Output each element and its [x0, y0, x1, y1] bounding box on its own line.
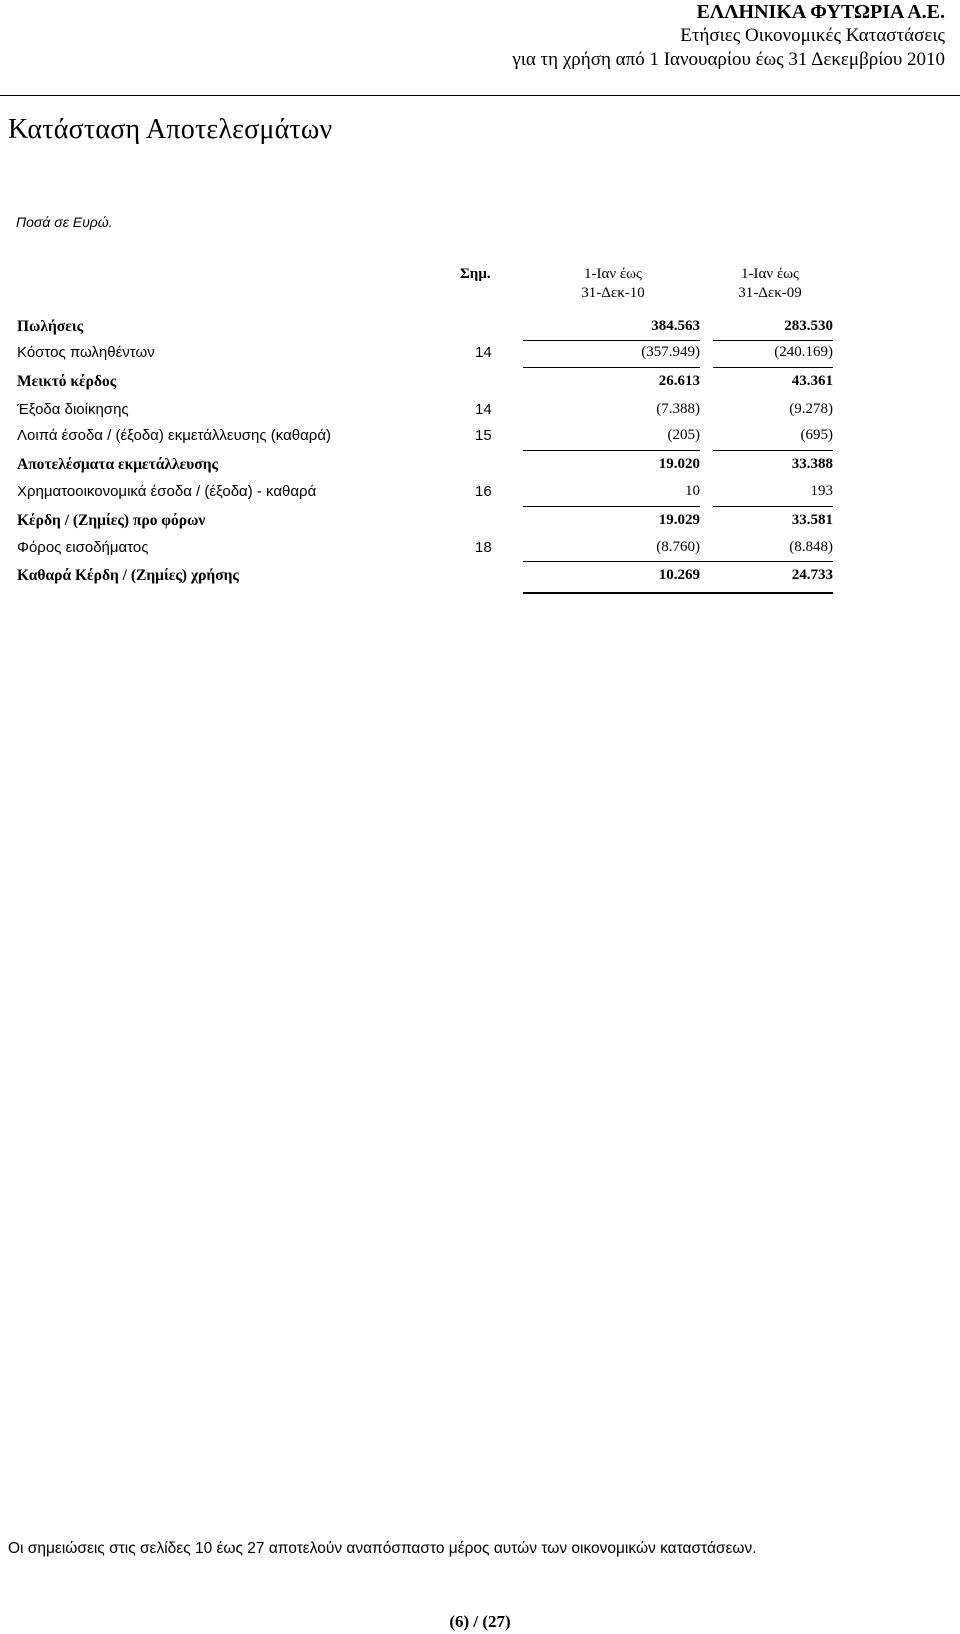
- row-label: Έξοδα διοίκησης: [17, 401, 129, 418]
- column-header-2010-line2: 31-Δεκ-10: [581, 285, 645, 301]
- value-2009: 24.733: [791, 567, 833, 583]
- value-2009: (695): [800, 427, 833, 443]
- value-2010: (357.949): [641, 344, 700, 360]
- subtotal-rule: [523, 367, 700, 368]
- value-2009: (240.169): [774, 344, 833, 360]
- value-2009: (9.278): [789, 401, 833, 417]
- column-header-note: Σημ.: [460, 266, 491, 282]
- row-label: Καθαρά Κέρδη / (Ζημίες) χρήσης: [17, 567, 239, 584]
- table-row: [0, 567, 960, 593]
- total-rule: [523, 592, 833, 594]
- subtotal-rule: [713, 506, 833, 507]
- table-row: [0, 373, 960, 399]
- footnote: Οι σημειώσεις στις σελίδες 10 έως 27 αποτελούν αναπόσπαστο μέρος αυτών των οικονομικών καταστάσεων.: [8, 1540, 757, 1557]
- value-2009: 283.530: [784, 318, 833, 334]
- column-header-2010: [548, 265, 678, 303]
- value-2010: 26.613: [658, 373, 700, 389]
- column-header-2009: [705, 265, 835, 303]
- row-label: Φόρος εισοδήματος: [17, 539, 149, 556]
- value-2010: 10.269: [658, 567, 700, 583]
- subtotal-rule: [713, 367, 833, 368]
- column-header-2010-line1: 1-Ιαν έως: [584, 266, 642, 282]
- value-2010: (8.760): [656, 539, 700, 555]
- row-note: 16: [475, 483, 492, 500]
- company-name: ΕΛΛΗΝΙΚΑ ΦΥΤΩΡΙΑ Α.Ε.: [696, 1, 945, 23]
- value-2010: 10: [685, 483, 700, 499]
- row-label: Πωλήσεις: [17, 318, 84, 335]
- value-2009: (8.848): [789, 539, 833, 555]
- value-2010: (7.388): [656, 401, 700, 417]
- row-label: Κέρδη / (Ζημίες) προ φόρων: [17, 512, 206, 529]
- value-2009: 33.388: [791, 456, 833, 472]
- subtotal-rule: [713, 450, 833, 451]
- reporting-period: για τη χρήση από 1 Ιανουαρίου έως 31 Δεκεμβρίου 2010: [512, 49, 945, 70]
- value-2010: 19.029: [658, 512, 700, 528]
- subtotal-rule: [523, 506, 700, 507]
- column-header-2009-line2: 31-Δεκ-09: [738, 285, 802, 301]
- row-label: Χρηματοοικονομικά έσοδα / (έξοδα) - καθαρά: [17, 483, 317, 500]
- document-header: [345, 0, 945, 72]
- table-row: [0, 456, 960, 482]
- subtotal-rule: [523, 561, 833, 562]
- header-divider: [0, 95, 960, 96]
- value-2009: 43.361: [791, 373, 833, 389]
- subtotal-rule: [713, 340, 833, 341]
- currency-note: Ποσά σε Ευρώ.: [16, 214, 113, 230]
- value-2010: (205): [667, 427, 700, 443]
- row-label: Λοιπά έσοδα / (έξοδα) εκμετάλλευσης (καθαρά): [17, 427, 331, 444]
- row-label: Κόστος πωληθέντων: [17, 344, 155, 361]
- table-row: [0, 512, 960, 538]
- value-2009: 193: [810, 483, 833, 499]
- row-note: 14: [475, 344, 492, 361]
- subtotal-rule: [523, 450, 700, 451]
- page-title: Κατάσταση Αποτελεσμάτων: [8, 114, 333, 145]
- value-2009: 33.581: [791, 512, 833, 528]
- row-note: 18: [475, 539, 492, 556]
- page-number: (6) / (27): [449, 1612, 511, 1631]
- value-2010: 384.563: [651, 318, 700, 334]
- statements-subtitle: Ετήσιες Οικονομικές Καταστάσεις: [680, 25, 945, 46]
- row-note: 14: [475, 401, 492, 418]
- row-label: Αποτελέσματα εκμετάλλευσης: [17, 456, 219, 473]
- row-label: Μεικτό κέρδος: [17, 373, 117, 390]
- column-header-2009-line1: 1-Ιαν έως: [741, 266, 799, 282]
- row-note: 15: [475, 427, 492, 444]
- subtotal-rule: [523, 340, 700, 341]
- value-2010: 19.020: [658, 456, 700, 472]
- table-row: [0, 401, 960, 427]
